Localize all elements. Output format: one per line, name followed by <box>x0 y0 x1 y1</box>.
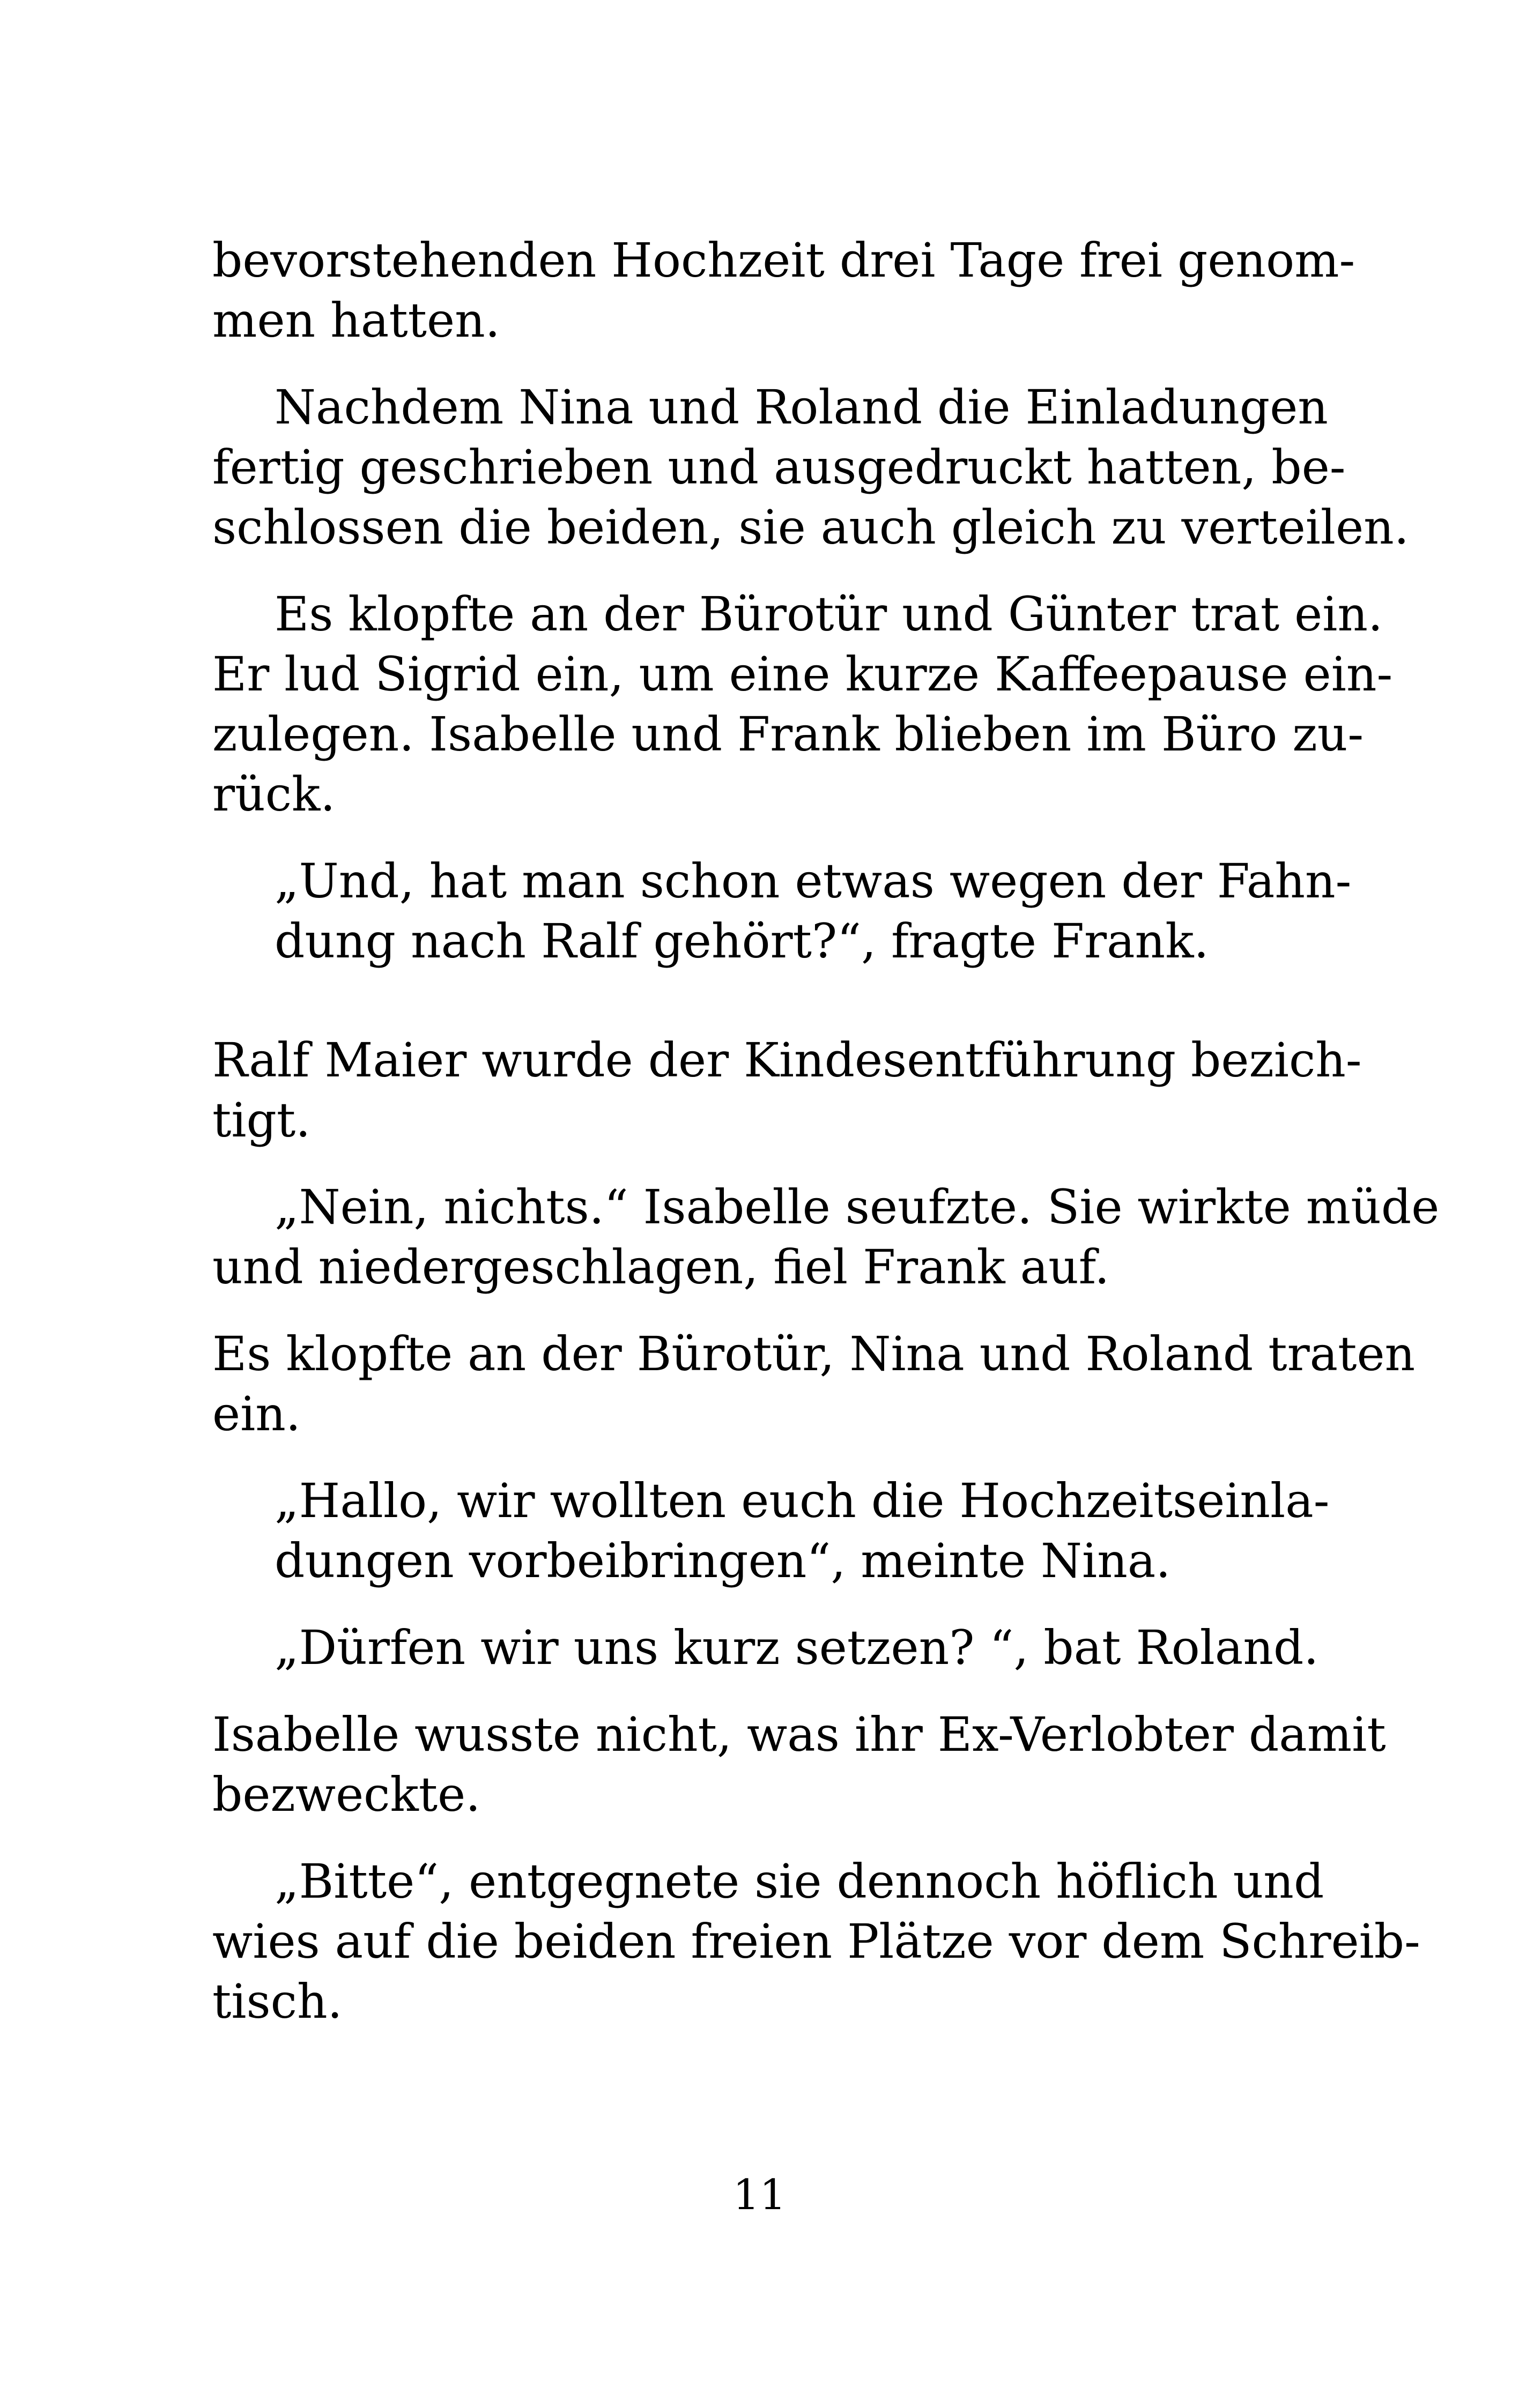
text-line: „Nein, nichts.“ Isabelle seufzte. Sie wirkte müde <box>275 1179 1440 1235</box>
paragraph <box>212 377 1409 558</box>
text-line: Es klopfte an der Bürotür, Nina und Roland traten <box>212 1326 1416 1381</box>
dialogue-paragraph <box>275 1618 1317 1678</box>
paragraph <box>212 1177 1440 1297</box>
body-text <box>212 231 1440 2058</box>
text-line: Isabelle wusste nicht, was ihr Ex-Verlobter damit <box>212 1707 1386 1762</box>
text-line: ein. <box>212 1386 301 1441</box>
text-line: Nachdem Nina und Roland die Einladungen <box>275 380 1328 435</box>
paragraph <box>212 1030 1362 1150</box>
text-line: „Hallo, wir wollten euch die Hochzeitseinla- <box>275 1473 1330 1528</box>
text-line: „Dürfen wir uns kurz setzen? “, bat Roland. <box>275 1620 1319 1675</box>
text-line: dungen vorbeibringen“, meinte Nina. <box>275 1533 1171 1588</box>
text-line: wies auf die beiden freien Plätze vor dem Schreib- <box>212 1914 1420 1969</box>
text-line: tisch. <box>212 1974 343 2029</box>
text-line: fertig geschrieben und ausgedruckt hatten, be- <box>212 440 1346 495</box>
text-line: Ralf Maier wurde der Kindesentführung bezich- <box>212 1032 1362 1088</box>
text-line: bevorstehenden Hochzeit drei Tage frei genom- <box>212 233 1355 288</box>
dialogue-paragraph <box>275 1471 1330 1591</box>
paragraph <box>212 1852 1420 2032</box>
dialogue-paragraph <box>275 851 1352 971</box>
paragraph <box>212 1705 1386 1825</box>
text-line: schlossen die beiden, sie auch gleich zu verteilen. <box>212 500 1409 555</box>
page-number: 11 <box>732 2171 787 2219</box>
text-line: und niedergeschlagen, fiel Frank auf. <box>212 1239 1110 1295</box>
paragraph <box>212 1324 1416 1444</box>
text-line: Es klopfte an der Bürotür und Günter trat ein. <box>275 586 1383 642</box>
text-line: zulegen. Isabelle und Frank blieben im Büro zu- <box>212 707 1364 762</box>
text-line: dung nach Ralf gehört?“, fragte Frank. <box>275 913 1209 969</box>
text-line: rück. <box>212 767 336 822</box>
text-line: tigt. <box>212 1092 311 1148</box>
text-line: „Und, hat man schon etwas wegen der Fahn- <box>275 853 1352 909</box>
paragraph <box>212 584 1393 824</box>
paragraph <box>212 231 1355 351</box>
text-line: bezweckte. <box>212 1767 481 1822</box>
text-line: Er lud Sigrid ein, um eine kurze Kaffeepause ein- <box>212 646 1393 702</box>
text-line: men hatten. <box>212 293 500 348</box>
text-line: „Bitte“, entgegnete sie dennoch höflich und <box>275 1854 1324 1909</box>
